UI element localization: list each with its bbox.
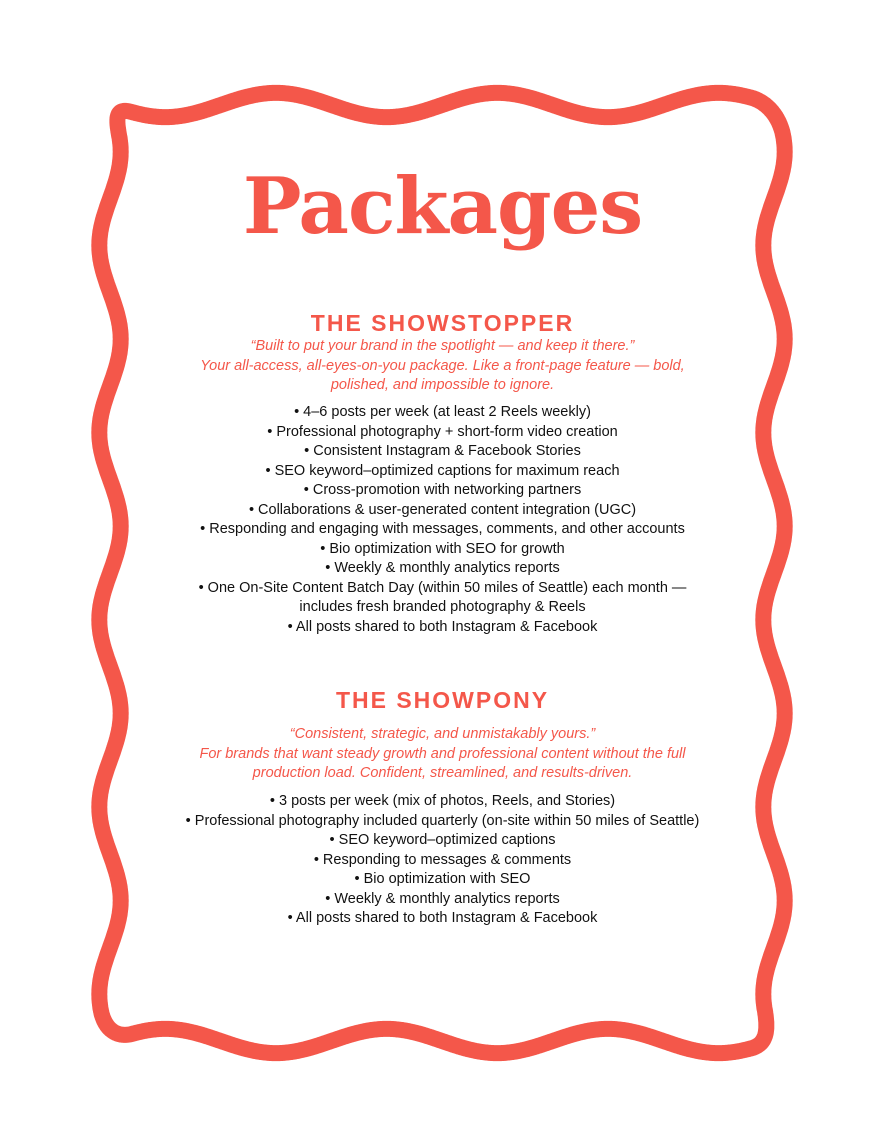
feature-item: • All posts shared to both Instagram & Facebook	[287, 910, 598, 926]
tagline-line: “Consistent, strategic, and unmistakably yours.”	[289, 726, 596, 742]
tagline-line: For brands that want steady growth and professional content without the full	[199, 745, 686, 762]
feature-item: • One On-Site Content Batch Day (within 50 miles of Seattle) each month —	[198, 579, 687, 596]
feature-item: • Professional photography + short-form video creation	[267, 423, 618, 440]
feature-list-showstopper	[120, 403, 765, 637]
feature-list-showpony	[120, 792, 765, 929]
feature-item: • Bio optimization with SEO for growth	[320, 540, 565, 557]
feature-item: • SEO keyword–optimized captions for maximum reach	[265, 462, 620, 479]
tagline-line: Your all-access, all-eyes-on-you package. Like a front-page feature — bold,	[200, 357, 685, 374]
package-name-showpony: THE SHOWPONY	[335, 687, 550, 713]
package-tagline-showstopper	[150, 337, 735, 396]
tagline-line: polished, and impossible to ignore.	[330, 377, 555, 393]
feature-item: includes fresh branded photography & Reels	[299, 599, 586, 615]
feature-item: • Responding to messages & comments	[313, 851, 572, 868]
package-tagline-showpony	[150, 725, 735, 784]
package-name-showstopper: THE SHOWSTOPPER	[310, 310, 575, 336]
feature-item: • Weekly & monthly analytics reports	[325, 560, 560, 576]
feature-item: • Weekly & monthly analytics reports	[325, 890, 560, 907]
feature-item: • Bio optimization with SEO	[354, 871, 531, 887]
page-title: Packages	[242, 161, 643, 252]
feature-item: • 3 posts per week (mix of photos, Reels, and Stories)	[269, 793, 616, 809]
feature-item: • Consistent Instagram & Facebook Stories	[304, 443, 581, 459]
feature-item: • 4–6 posts per week (at least 2 Reels weekly)	[294, 404, 591, 420]
feature-item: • Professional photography included quarterly (on-site within 50 miles of Seattle)	[185, 812, 700, 829]
tagline-line: production load. Confident, streamlined, and results-driven.	[252, 765, 633, 781]
feature-item: • All posts shared to both Instagram & Facebook	[287, 618, 598, 635]
feature-item: • Responding and engaging with messages, comments, and other accounts	[200, 521, 685, 537]
feature-item: • SEO keyword–optimized captions	[329, 832, 556, 848]
feature-item: • Cross-promotion with networking partners	[303, 482, 582, 498]
tagline-line: “Built to put your brand in the spotlight — and keep it there.”	[250, 338, 635, 354]
feature-item: • Collaborations & user-generated content integration (UGC)	[248, 501, 637, 518]
